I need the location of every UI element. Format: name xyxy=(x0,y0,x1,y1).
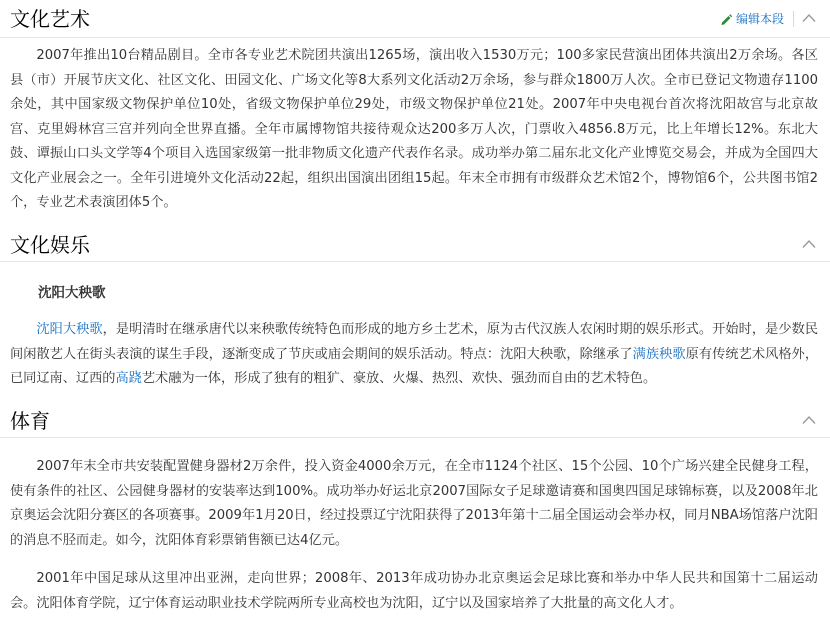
section-title: 文化艺术 xyxy=(10,7,90,31)
paragraph-yangge xyxy=(10,318,818,392)
paragraph-culture-art: 2007年推出10台精品剧目。全市各专业艺术院团共演出1265场，演出收入1530万元；100多家民营演出团体共演出2万余场。各区县（市）开展节庆文化、社区文化、田园文化、广场文化等8大系列文化活动2万余场，参与群众1800万人次。全市已登记文物遗存1100余处，其中国家级文物保护单位10处，省级文物保护单位29处，市级文物保护单位21处。2007年中央电视台首次将沈阳故宫与北京故宫、克里姆林宫三宫并列向全世界直播。全年市属博物馆共接待观众达200多万人次，门票收入4856.8万元，比上年增长12%。东北大鼓、谭振山口头文学等4个项目入选国家级第一批非物质文化遗产代表作名录。成功举办第二届东北文化产业博览交易会，并成为全国四大文化产业展会之一。全年引进境外文化活动22起，组织出国演出团组15起。年末全市拥有市级群众艺术馆2个，博物馆6个，公共图书馆2个，专业艺术表演团体5个。 xyxy=(10,48,818,210)
section-title: 文化娱乐 xyxy=(10,233,90,257)
paragraph-sports-1: 2007年末全市共安装配置健身器材2万余件，投入资金4000余万元，在全市1124个社区、15个公园、10个广场兴建全民健身工程，使有条件的社区、公园健身器材的安装率达到100%。成功举办好运北京2007国际女子足球邀请赛和国奥四国足球锦标赛，以及2008年北京奥运会沈阳分赛区的各项赛事。2009年1月20日，经过投票辽宁沈阳获得了2013年第十二届全国运动会举办权，同月NBA场馆落户沈阳的消息不胫而走。如今，沈阳体育彩票销售额已达4亿元。 xyxy=(10,459,818,548)
section-title: 体育 xyxy=(10,409,50,433)
link-stilts[interactable]: 高跷 xyxy=(115,371,142,386)
collapse-chevron-up-icon[interactable] xyxy=(802,13,816,23)
collapse-chevron-up-icon[interactable] xyxy=(802,415,816,425)
edit-section-label: 编辑本段 xyxy=(735,12,784,26)
paragraph-text: 原有传统艺术风格外，已同辽南、辽西的 xyxy=(10,346,819,386)
paragraph-text: ，是明清时在继承唐代以来秧歌传统特色而形成的地方乡土艺术，原为古代汉族人农闲时期的娱乐形式。开始时，是少数民间闲散艺人在街头表演的谋生手段，逐渐变成了节庆或庙会期间的娱乐活动。特点：沈阳大秧歌，除继承了 xyxy=(10,322,819,362)
section-header-culture-art xyxy=(0,2,830,38)
collapse-chevron-up-icon[interactable] xyxy=(802,239,816,249)
divider xyxy=(793,11,794,27)
edit-section-button[interactable] xyxy=(720,11,784,27)
paragraph-text: 艺术融为一体，形成了独有的粗犷、豪放、火爆、热烈、欢快、强劲而自由的艺术特色。 xyxy=(141,371,657,386)
subsection-title: 沈阳大秧歌 xyxy=(38,285,106,301)
link-manchu-yangge[interactable]: 满族秧歌 xyxy=(632,346,686,362)
section-header-sports xyxy=(0,404,830,438)
section-header-culture-entertainment xyxy=(0,228,830,262)
link-shenyang-yangge[interactable]: 沈阳大秧歌 xyxy=(36,322,103,337)
edit-pencil-icon xyxy=(720,13,733,26)
paragraph-sports-2: 2001年中国足球从这里冲出亚洲，走向世界；2008年、2013年成功协办北京奥运会足球比赛和举办中华人民共和国第十二届运动会。沈阳体育学院，辽宁体育运动职业技术学院两所专业高校也为沈阳，辽宁以及国家培养了大批量的高文化人才。 xyxy=(10,571,818,611)
